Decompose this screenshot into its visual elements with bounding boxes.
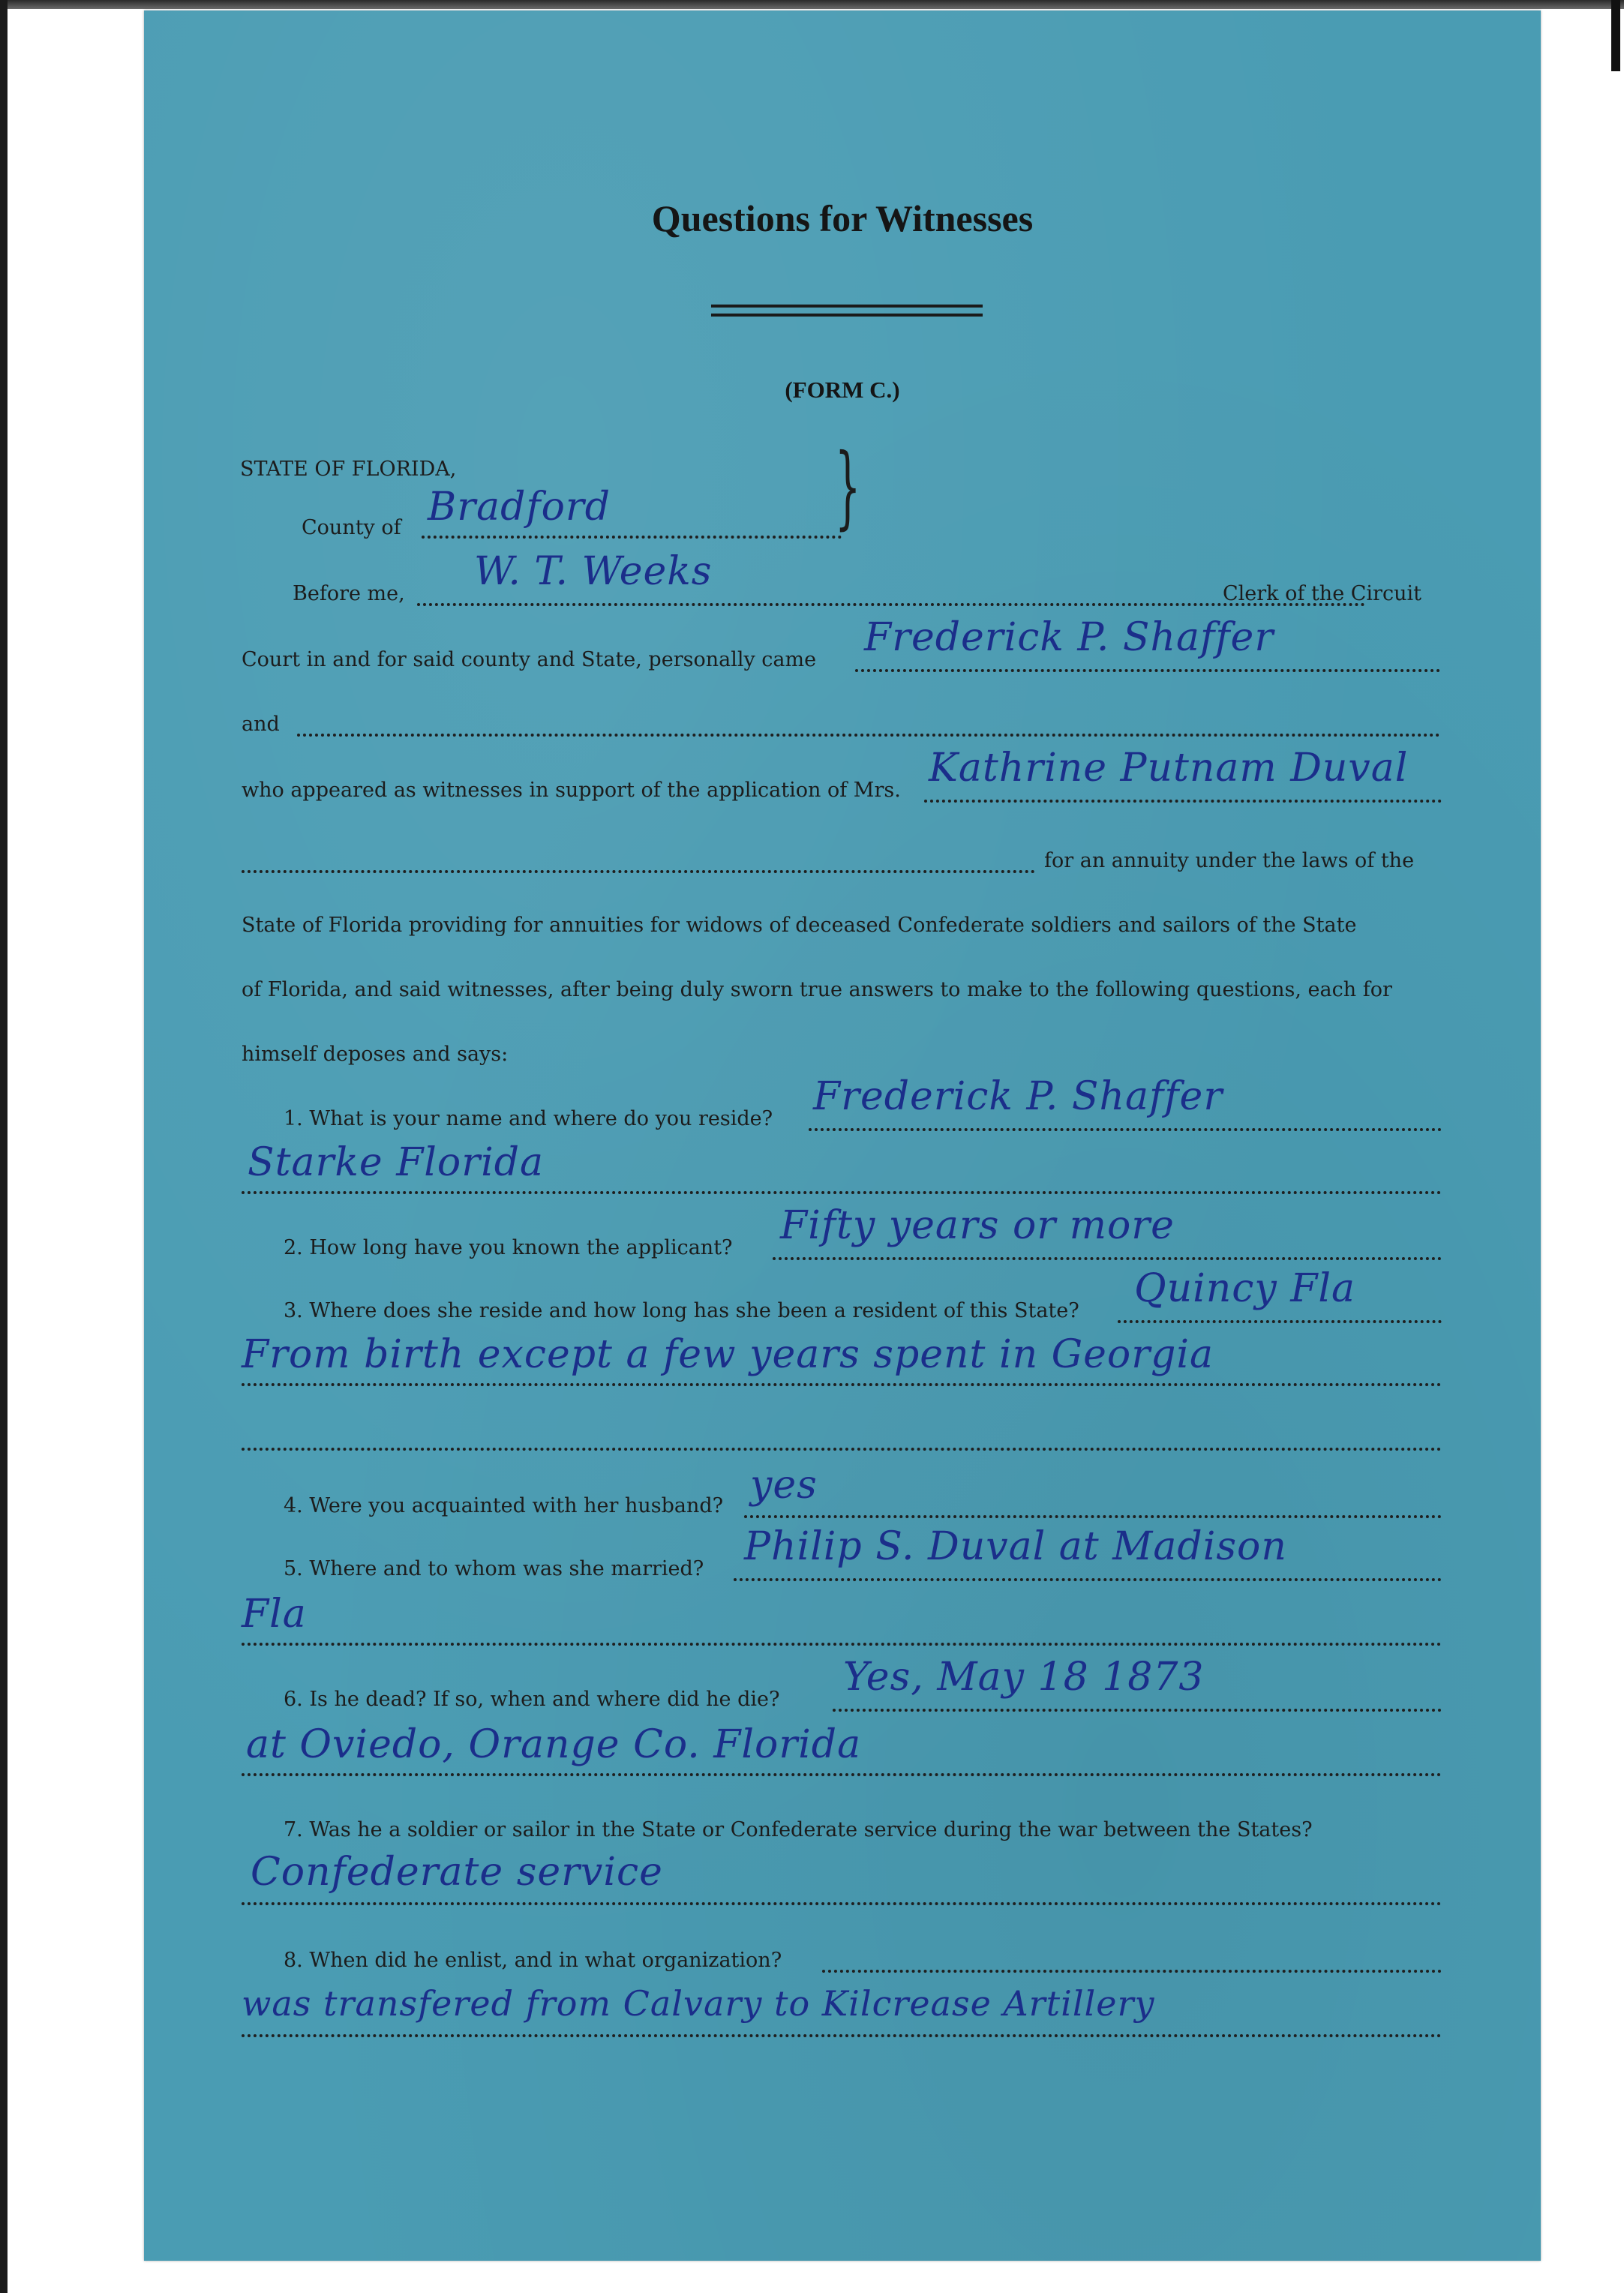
witness-name: Frederick P. Shaffer [864,615,1274,660]
scan-mark [1611,0,1620,71]
scan-left-edge [0,0,8,2293]
question-5: 5. Where and to whom was she married? [284,1557,704,1580]
question-8: 8. When did he enlist, and in what organization? [284,1949,782,1972]
answer-6a-dots [833,1709,1442,1712]
answer-5a-dots [734,1578,1442,1581]
answer-3c-dots [242,1448,1442,1451]
body-line-2: of Florida, and said witnesses, after being duly sworn true answers to make to the following questions, each for [242,978,1392,1001]
clerk-suffix: Clerk of the Circuit [1223,582,1421,605]
body-line-1: State of Florida providing for annuities for widows of deceased Confederate soldiers and sailors of the State [242,914,1357,937]
county-dots [422,536,842,539]
answer-6b-dots [242,1773,1442,1776]
and-dots [297,734,1440,737]
question-6: 6. Is he dead? If so, when and where did he die? [284,1688,780,1711]
before-me-label: Before me, [293,582,405,605]
title-rule-top [711,305,983,308]
body-line-3: himself deposes and says: [242,1043,509,1066]
answer-2-dots [773,1257,1442,1260]
question-1: 1. What is your name and where do you reside? [284,1107,773,1130]
state-label: STATE OF FLORIDA, [240,458,457,481]
answer-1b-dots [242,1191,1442,1194]
annuity-dots [242,870,1035,873]
answer-3a: Quincy Fla [1134,1266,1355,1311]
answer-5a: Philip S. Duval at Madison [744,1524,1287,1569]
answer-5b: Fla [242,1592,307,1637]
form-label: (FORM C.) [785,377,900,403]
answer-3a-dots [1118,1320,1442,1323]
form-paper [144,11,1541,2261]
answer-6b: at Oviedo, Orange Co. Florida [246,1722,862,1767]
answer-2: Fifty years or more [780,1203,1175,1248]
answer-7-dots [242,1902,1442,1905]
answer-8a-dots [822,1970,1442,1973]
brace: } [834,435,861,539]
answer-8: was transfered from Calvary to Kilcrease Artillery [242,1983,1155,2024]
answer-4: yes [750,1463,818,1508]
county-label: County of [302,516,401,539]
question-2: 2. How long have you known the applicant? [284,1236,733,1259]
title-rule-bottom [711,314,983,317]
answer-6a: Yes, May 18 1873 [843,1655,1205,1700]
county-value: Bradford [428,485,611,530]
applicant-name: Kathrine Putnam Duval [929,746,1409,791]
court-label: Court in and for said county and State, personally came [242,648,817,671]
answer-3b: From birth except a few years spent in Georgia [242,1332,1214,1377]
and-label: and [242,713,280,736]
answer-8b-dots [242,2034,1442,2037]
scan-top-edge [0,0,1624,9]
answer-1b: Starke Florida [248,1140,544,1185]
answer-5b-dots [242,1643,1442,1646]
form-title: Questions for Witnesses [651,197,1034,239]
answer-1a: Frederick P. Shaffer [813,1074,1223,1119]
question-3: 3. Where does she reside and how long has she been a resident of this State? [284,1299,1079,1322]
answer-7: Confederate service [251,1850,663,1895]
appeared-label: who appeared as witnesses in support of the application of Mrs. [242,779,901,802]
answer-3b-dots [242,1383,1442,1386]
annuity-label: for an annuity under the laws of the [1044,849,1415,872]
answer-4-dots [744,1515,1442,1518]
answer-1a-dots [809,1128,1442,1131]
clerk-name: W. T. Weeks [474,549,713,594]
question-7: 7. Was he a soldier or sailor in the State or Confederate service during the war between the States? [284,1818,1313,1841]
question-4: 4. Were you acquainted with her husband? [284,1494,724,1517]
witness-dots [855,669,1440,672]
applicant-dots [924,800,1442,803]
